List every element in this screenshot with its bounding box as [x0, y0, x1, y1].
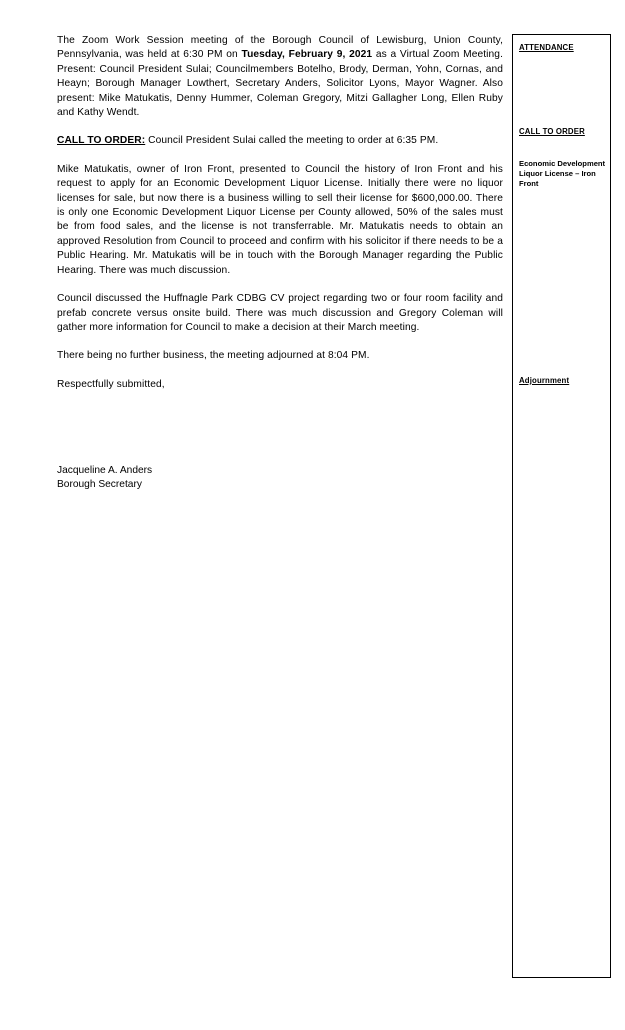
paragraph-liquor-license: Mike Matukatis, owner of Iron Front, presented to Council the history of Iron Front and his request to apply for an Economic Development Liquor License. Initially there were no liquor licenses for sale, but now there is a business willing to sell their license for $600,000.00. There is only one Economic Development Liquor License per County allowed, 50% of the sales must be from food sales, and the license is not transferrable. Mr. Matukatis needs to obtain an approved Resolution from Council to proceed and confirm with his solicitor if there needs to be a Public Hearing. Mr. Matukatis will be in touch with the Borough Manager regarding the Public Hearing. There was much discussion. — [57, 163, 503, 276]
margin-note-adjournment-label: Adjournment — [519, 376, 570, 385]
paragraph-adjournment: There being no further business, the meeting adjourned at 8:04 PM. — [57, 350, 370, 362]
call-to-order-label: CALL TO ORDER: — [57, 135, 146, 147]
margin-notes-column — [512, 34, 611, 978]
paragraph-closing: Respectfully submitted, — [57, 378, 165, 390]
signature-title: Borough Secretary — [57, 478, 142, 490]
paragraph-huffnagle-park: Council discussed the Huffnagle Park CDBG CV project regarding two or four room facility and prefab concrete versus onsite build. There was much discussion and Gregory Coleman will gather more information for Council to make a decision at their March meeting. — [57, 293, 503, 333]
attendance-text-2: as a Virtual Zoom Meeting. Present: Council President Sulai; Councilmembers Botelho, Brody, Derman, Yohn, Cornas, and Heayn; Borough Manager Lowthert, Secretary Anders, Solicitor Lyons, Mayor Wagner. Also present: Mike Matukatis, Denny Hummer, Coleman Gregory, Mitzi Gallagher Long, Ellen Ruby and Kathy Wendt. — [57, 49, 503, 119]
attendance-text-1: The Zoom Work Session meeting of the Borough Council of Lewisburg, Union County, Pennsylvania, was held at 6:30 PM on — [57, 35, 503, 61]
signature-block — [57, 464, 503, 491]
paragraph-call-to-order — [57, 134, 503, 148]
margin-note-liquor-license — [519, 159, 607, 189]
call-to-order-text: Council President Sulai called the meeting to order at 6:35 PM. — [145, 135, 439, 147]
margin-note-call-to-order — [519, 127, 607, 137]
minutes-body-column — [57, 34, 503, 491]
margin-note-attendance-label: ATTENDANCE — [519, 43, 574, 52]
margin-note-call-to-order-label: CALL TO ORDER — [519, 127, 585, 136]
margin-note-adjournment — [519, 376, 607, 386]
margin-note-liquor-license-label: Economic Development Liquor License – Iron Front — [519, 159, 606, 188]
meeting-date: Tuesday, February 9, 2021 — [241, 49, 373, 61]
paragraph-attendance — [57, 34, 503, 120]
margin-note-attendance — [519, 43, 607, 53]
signature-name: Jacqueline A. Anders — [57, 465, 153, 477]
